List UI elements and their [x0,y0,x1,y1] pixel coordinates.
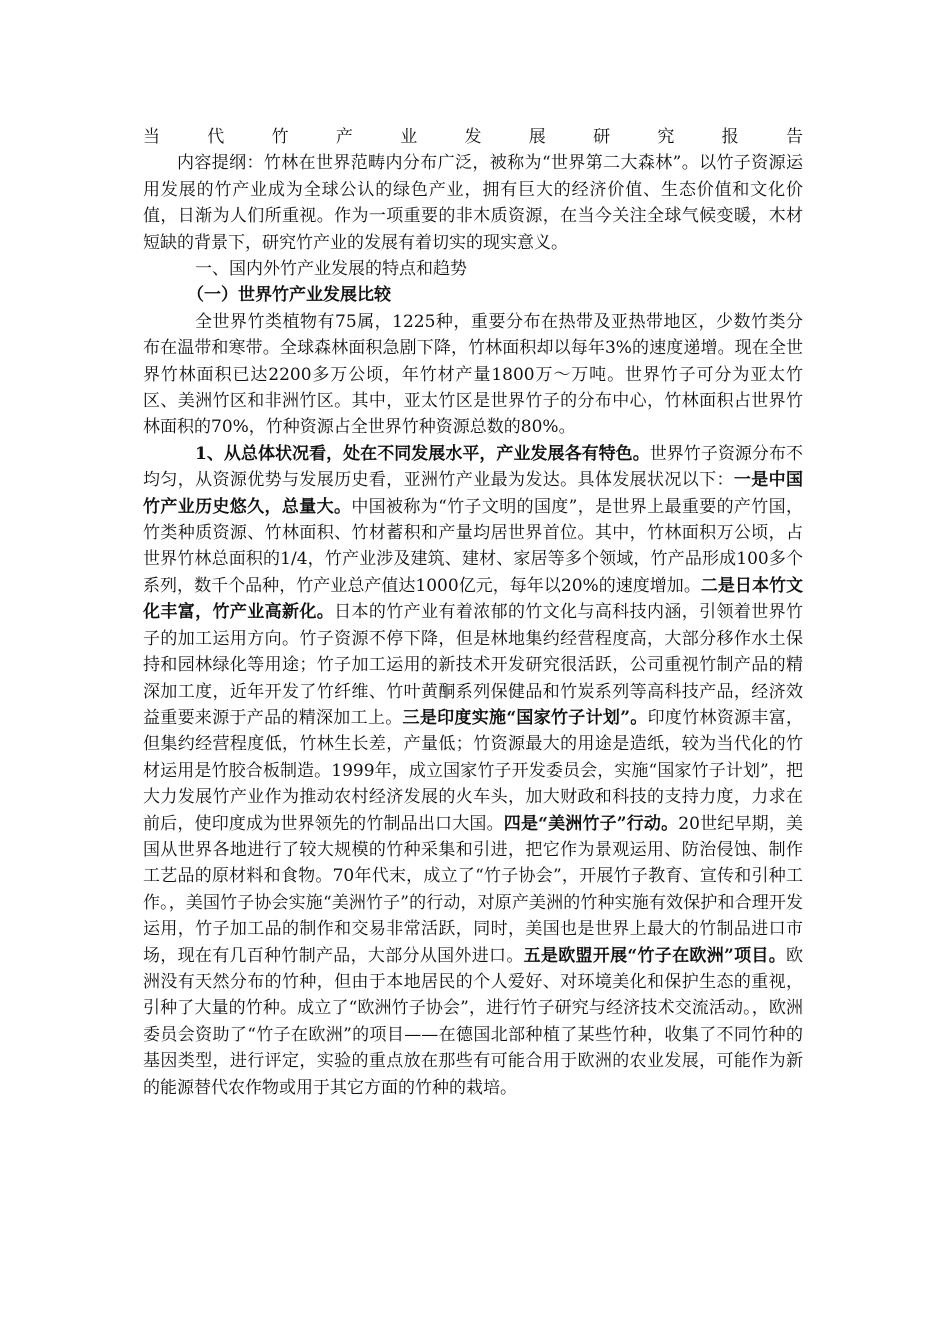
body-text: 20世纪早期，美国从世界各地进行了较大规模的竹种采集和引进，把它作为景观运用、防治侵蚀、制作工艺品的原材料和食物。70年代末，成立了“竹子协会”，开展竹子教育、宣传和引种工作。，美国竹子协会实施“美洲竹子”的行动，对原产美洲的竹种实施有效保护和合理开发运用，竹子加工品的制作和交易非常活跃，同时，美国也是世界上最大的竹制品进口市场，现在有几百种竹制产品，大部分从国外进口。 [143,813,804,966]
body-text: 印度竹林资源丰富，但集约经营程度低，竹林生长差，产量低；竹资源最大的用途是造纸，较为当代化的竹材运用是竹胶合板制造。1999年，成立国家竹子开发委员会，实施“国家竹子计划”，把大力发展竹产业作为推动农村经济发展的火车头，加大财政和科技的支持力度，力求在前后，使印度成为世界领先的竹制品出口大国。 [143,707,804,834]
title-char: 报 [721,127,739,147]
document-page [143,124,803,1101]
bold-point: 五是欧盟开展“竹子在欧洲”项目。 [523,945,786,966]
title-char: 研 [593,127,611,147]
abstract-paragraph: 内容提纲：竹林在世界范畴内分布广泛，被称为“世界第二大森林”。以竹子资源运用发展的竹产业成为全球公认的绿色产业，拥有巨大的经济价值、生态价值和文化价值，日渐为人们所重视。作为一项重要的非木质资源，在当今关注全球气候变暖，木材短缺的背景下，研究竹产业的发展有着切实的现实意义。 [143,153,803,253]
bold-point: 三是印度实施“国家竹子计划”。 [402,707,648,728]
bold-point: 二是日本竹文化丰富，竹产业高新化。 [143,575,803,623]
section-heading: 一、国内外竹产业发展的特点和趋势 [195,259,467,280]
bold-lead: 1、从总体状况看，处在不同发展水平，产业发展各有特色。 [195,443,650,464]
body-paragraph [143,441,803,1101]
title-char: 展 [528,127,546,147]
bold-point: 四是“美洲竹子”行动。 [503,813,679,834]
title-char: 告 [785,127,803,147]
bold-point: 一是中国竹产业历史悠久，总量大。 [143,470,804,517]
report-title [143,124,803,150]
title-char: 业 [400,127,418,147]
title-char: 究 [657,127,675,147]
title-char: 代 [207,127,225,147]
body-paragraph: 全世界竹类植物有75属，1225种，重要分布在热带及亚热带地区，少数竹类分布在温带和寒带。全球森林面积急剧下降，竹林面积却以每年3%的速度递增。现在全世界竹林面积已达2200多万公顷，年竹材产量1800万～万吨。世界竹子可分为亚太竹区、美洲竹区和非洲竹区。其中，亚太竹区是世界竹子的分布中心，竹林面积占世界竹林面积的70%，竹种资源占全世界竹种资源总数的80%。 [143,311,803,438]
body-text: 日本的竹产业有着浓郁的竹文化与高科技内涵，引领着世界竹子的加工运用方向。竹子资源不停下降，但是林地集约经营程度高，大部分移作水土保持和园林绿化等用途；竹子加工运用的新技术开发研究很活跃，公司重视竹制产品的精深加工度，近年开发了竹纤维、竹叶黄酮系列保健品和竹炭系列等高科技产品，经济效益重要来源于产品的精深加工上。 [143,602,804,728]
title-char: 产 [335,127,353,147]
subsection-heading: （一）世界竹产业发展比较 [187,285,391,306]
title-char: 当 [143,127,160,147]
title-char: 竹 [271,127,289,147]
title-char: 发 [464,127,482,147]
body-text: 欧洲没有天然分布的竹种，但由于本地居民的个人爱好、对环境美化和保护生态的重视，引种了大量的竹种。成立了“欧洲竹子协会”，进行竹子研究与经济技术交流活动。，欧洲委员会资助了“竹子在欧洲”的项目——在德国北部种植了某些竹种，收集了不同竹种的基因类型，进行评定，实验的重点放在那些有可能合用于欧洲的农业发展，可能作为新的能源替代农作物或用于其它方面的竹种的栽培。 [143,945,803,1098]
body-text: 世界竹子资源分布不均匀，从资源优势与发展历史看，亚洲竹产业最为发达。具体发展状况以下： [143,443,804,491]
body-text: 中国被称为“竹子文明的国度”，是世界上最重要的产竹国，竹类种质资源、竹林面积、竹材蓄积和产量均居世界首位。其中，竹林面积万公顷，占世界竹林总面积的1/4，竹产业涉及建筑、建材、家居等多个领域，竹产品形成100多个系列，数千个品种，竹产业总产值达1000亿元，每年以20%的速度增加。 [143,496,804,596]
